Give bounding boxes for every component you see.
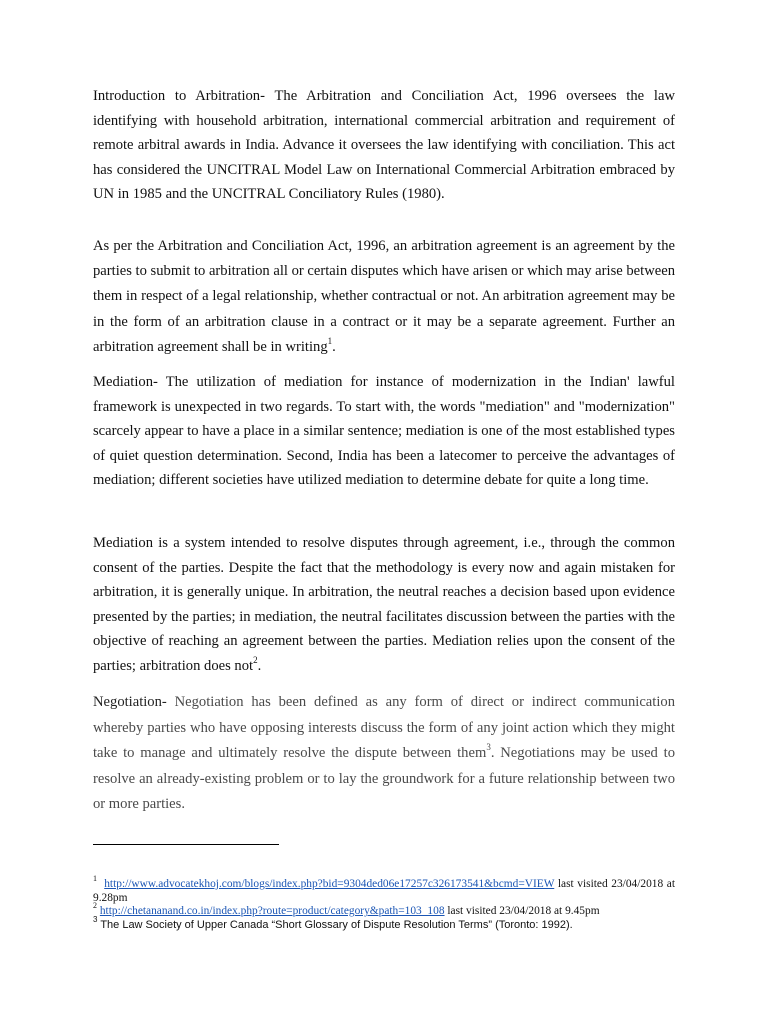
mediation-definition-text: Mediation is a system intended to resolve disputes through agreement, i.e., through the common consent of the parties. Despite the fact that the methodology is every now and again mistaken for arbitration, it is generally unique. In arbitration, the neutral reaches a decision based upon evidence presented by the parties; in mediation, the neutral facilitates discussion between the parties with the objective of reaching an agreement between the parties. Mediation relies upon the consent of the parties; arbitration does not — [93, 535, 675, 674]
arbitration-agreement-paragraph — [93, 234, 675, 360]
footnote-2 — [93, 901, 675, 919]
footnotes — [93, 874, 675, 932]
mediation-paragraph — [93, 370, 675, 493]
footnote-1-link[interactable]: http://www.advocatekhoj.com/blogs/index.php?bid=9304ded06e17257c326173541&bcmd=VIEW — [104, 878, 555, 890]
negotiation-heading: Negotiation- — [93, 694, 167, 710]
arbitration-paragraph — [93, 84, 675, 207]
footnote-mark-1: 1 — [93, 874, 97, 884]
mediation-text: Mediation- The utilization of mediation for instance of modernization in the Indian' lawful framework is unexpected in two regards. To start with, the words "mediation" and "modernization" scarcely appear to have a place in a similar sentence; mediation is one of the most established types of quiet question determination. Second, India has been a latecomer to perceive the advantages of mediation; different societies have utilized mediation to determine debate for quite a long time. — [93, 374, 675, 489]
negotiation-text-b: . Negotiations may be used to resolve an already-existing problem or to lay the groundwork for a future relationship between two or more parties. — [93, 745, 675, 813]
footnote-3-text: The Law Society of Upper Canada “Short Glossary of Dispute Resolution Terms” (Toronto: 1992). — [100, 918, 573, 931]
footnote-mark-3: 3 — [93, 915, 98, 925]
negotiation-paragraph — [93, 690, 675, 818]
mediation-definition-paragraph — [93, 531, 675, 679]
mediation-definition-end: . — [257, 657, 262, 674]
footnote-2-link[interactable]: http://chetananand.co.in/index.php?route=product/category&path=103_108 — [99, 905, 445, 918]
footnote-ref-1[interactable]: 1 — [327, 335, 333, 346]
footnote-1 — [93, 874, 675, 905]
footnote-mark-2: 2 — [93, 901, 97, 911]
footnote-separator — [93, 844, 279, 845]
negotiation-text-a: Negotiation has been defined as any form of direct or indirect communication whereby parties who have opposing interests discuss the form of any joint action which they might take to manage and ultimately resolve the dispute between them — [93, 694, 675, 762]
footnote-ref-3[interactable]: 3 — [486, 742, 491, 753]
footnote-2-text: last visited 23/04/2018 at 9.45pm — [444, 905, 600, 918]
footnote-1-text: last visited 23/04/2018 at 9.28pm — [93, 878, 675, 904]
agreement-end: . — [332, 338, 336, 355]
arbitration-text: Introduction to Arbitration- The Arbitration and Conciliation Act, 1996 oversees the law identifying with household arbitration, international commercial arbitration and requirement of remote arbitral awards in India. Advance it oversees the law identifying with conciliation. This act has considered the UNCITRAL Model Law on International Commercial Arbitration embraced by UN in 1985 and the UNCITRAL Conciliatory Rules (1980). — [93, 88, 675, 203]
footnote-ref-2[interactable]: 2 — [253, 655, 258, 666]
agreement-text: As per the Arbitration and Conciliation Act, 1996, an arbitration agreement is an agreement by the parties to submit to arbitration all or certain disputes which have arisen or which may arise between them in respect of a legal relationship, whether contractual or not. An arbitration agreement may be in the form of an arbitration clause in a contract or it may be a separate agreement. Further an arbitration agreement shall be in writing — [93, 238, 675, 355]
footnote-3 — [93, 915, 675, 933]
